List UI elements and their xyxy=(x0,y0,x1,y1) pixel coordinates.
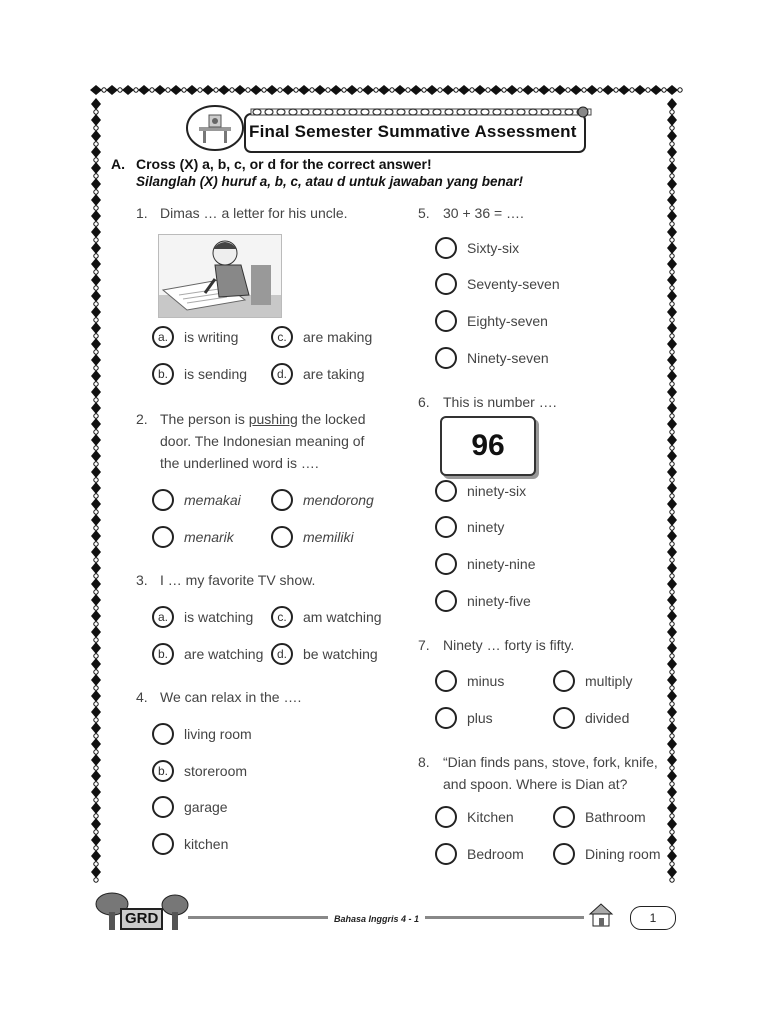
q5-option-b-label: Seventy-seven xyxy=(467,276,560,292)
footer-page-box xyxy=(630,906,676,930)
q4-option-c-marker xyxy=(152,796,174,818)
question-2-text xyxy=(160,408,384,474)
q2-option-a-marker xyxy=(152,489,174,511)
q3-option-d-label: be watching xyxy=(303,646,378,662)
q6-option-b[interactable] xyxy=(435,516,504,538)
q2-option-b-label: menarik xyxy=(184,529,234,545)
q8-option-d-marker xyxy=(553,843,575,865)
q2-line1-pre: The person is xyxy=(160,411,249,427)
q1-option-b-marker: b. xyxy=(152,363,174,385)
q8-option-a-marker xyxy=(435,806,457,828)
q4-option-c-label: garage xyxy=(184,799,228,815)
q7-option-c-label: multiply xyxy=(585,673,633,689)
q8-option-b-label: Bedroom xyxy=(467,846,524,862)
q2-option-b-marker xyxy=(152,526,174,548)
q2-option-d-marker xyxy=(271,526,293,548)
q2-option-b[interactable] xyxy=(152,526,234,548)
instruction-english: Cross (X) a, b, c, or d for the correct answer! xyxy=(136,156,432,172)
q1-option-d-marker: d. xyxy=(271,363,293,385)
q1-option-a[interactable] xyxy=(152,326,238,348)
q7-option-a[interactable] xyxy=(435,670,504,692)
q3-option-a-marker: a. xyxy=(152,606,174,628)
q7-option-c-marker xyxy=(553,670,575,692)
q5-option-a[interactable] xyxy=(435,237,519,259)
q8-option-a[interactable] xyxy=(435,806,514,828)
q8-option-d[interactable] xyxy=(553,843,660,865)
q4-option-b[interactable] xyxy=(152,760,247,782)
number-card-value: 96 xyxy=(471,429,505,462)
q8-option-d-label: Dining room xyxy=(585,846,661,862)
q6-option-a[interactable] xyxy=(435,480,526,502)
boy-writing-illustration xyxy=(158,234,282,318)
q2-underlined-word: pushing xyxy=(248,411,298,427)
question-8-line-1: “Dian finds pans, stove, fork, knife, xyxy=(443,754,658,770)
q2-option-d[interactable] xyxy=(271,526,354,548)
q6-option-c[interactable] xyxy=(435,553,536,575)
q3-option-b-label: are watching xyxy=(184,646,264,662)
q8-option-c[interactable] xyxy=(553,806,646,828)
number-card xyxy=(440,416,536,476)
q5-option-d-label: Ninety-seven xyxy=(467,350,549,366)
q3-option-b[interactable] xyxy=(152,643,263,665)
q3-option-c-marker: c. xyxy=(271,606,293,628)
question-1-number: 1. xyxy=(136,205,148,221)
q8-option-b[interactable] xyxy=(435,843,524,865)
q1-option-a-marker: a. xyxy=(152,326,174,348)
q8-option-c-label: Bathroom xyxy=(585,809,646,825)
q5-option-c-marker xyxy=(435,310,457,332)
tree-icon-2 xyxy=(160,894,190,930)
q4-option-d-label: kitchen xyxy=(184,836,229,852)
question-2-line-2: door. The Indonesian meaning of xyxy=(160,433,365,449)
q5-option-a-marker xyxy=(435,237,457,259)
footer-logo: GRD xyxy=(120,908,163,930)
q6-option-d-label: ninety-five xyxy=(467,593,531,609)
q6-option-d[interactable] xyxy=(435,590,531,612)
q6-option-a-label: ninety-six xyxy=(467,483,527,499)
question-8-line-2: and spoon. Where is Dian at? xyxy=(443,776,628,792)
instruction-indonesian: Silanglah (X) huruf a, b, c, atau d untuk jawaban yang benar! xyxy=(136,174,524,189)
page-title: Final Semester Summative Assessment xyxy=(249,122,577,141)
question-2-line-3: the underlined word is …. xyxy=(160,455,319,471)
q5-option-c[interactable] xyxy=(435,310,548,332)
q2-option-c-marker xyxy=(271,489,293,511)
q2-line1-post: the locked xyxy=(297,411,366,427)
q1-option-a-label: is writing xyxy=(184,329,239,345)
q4-option-d-marker xyxy=(152,833,174,855)
question-2-line-1 xyxy=(160,408,384,430)
question-8-text xyxy=(443,751,658,795)
boy-writing-picture xyxy=(159,235,281,317)
q6-option-a-marker xyxy=(435,480,457,502)
q5-option-b-marker xyxy=(435,273,457,295)
section-letter: A. xyxy=(111,156,125,172)
q1-option-d[interactable] xyxy=(271,363,364,385)
q7-option-b-label: plus xyxy=(467,710,493,726)
q8-option-c-marker xyxy=(553,806,575,828)
question-4-number: 4. xyxy=(136,689,148,705)
q3-option-a-label: is watching xyxy=(184,609,254,625)
q3-option-c-label: am watching xyxy=(303,609,382,625)
q7-option-a-label: minus xyxy=(467,673,505,689)
question-1-text: Dimas … a letter for his uncle. xyxy=(160,205,348,221)
q1-option-b[interactable] xyxy=(152,363,247,385)
q5-option-a-label: Sixty-six xyxy=(467,240,520,256)
q7-option-c[interactable] xyxy=(553,670,632,692)
q3-option-a[interactable] xyxy=(152,606,253,628)
page-number: 1 xyxy=(649,911,657,925)
footer-subject: Bahasa Inggris 4 - 1 xyxy=(328,914,425,924)
q3-option-d-marker: d. xyxy=(271,643,293,665)
q3-option-b-marker: b. xyxy=(152,643,174,665)
q5-option-d-marker xyxy=(435,347,457,369)
q7-option-d-label: divided xyxy=(585,710,630,726)
question-7-text: Ninety … forty is fifty. xyxy=(443,637,575,653)
q4-option-c[interactable] xyxy=(152,796,228,818)
question-4-text: We can relax in the …. xyxy=(160,689,302,705)
q2-option-c[interactable] xyxy=(271,489,374,511)
question-7-number: 7. xyxy=(418,637,430,653)
q8-option-b-marker xyxy=(435,843,457,865)
q6-option-c-label: ninety-nine xyxy=(467,556,536,572)
q2-option-a-label: memakai xyxy=(184,492,241,508)
q1-option-c[interactable] xyxy=(271,326,372,348)
q5-option-d[interactable] xyxy=(435,347,549,369)
q4-option-a-marker xyxy=(152,723,174,745)
q2-option-d-label: memiliki xyxy=(303,529,354,545)
question-6-number: 6. xyxy=(418,394,430,410)
q8-option-a-label: Kitchen xyxy=(467,809,514,825)
q7-option-d-marker xyxy=(553,707,575,729)
q6-option-b-label: ninety xyxy=(467,519,505,535)
q1-option-c-label: are making xyxy=(303,329,373,345)
q1-option-d-label: are taking xyxy=(303,366,365,382)
question-5-text: 30 + 36 = …. xyxy=(443,205,524,221)
question-5-number: 5. xyxy=(418,205,430,221)
question-8-number: 8. xyxy=(418,754,430,770)
q7-option-b-marker xyxy=(435,707,457,729)
desk-icon xyxy=(195,111,235,145)
q4-option-a-label: living room xyxy=(184,726,252,742)
header-banner xyxy=(185,104,593,154)
q6-option-b-marker xyxy=(435,516,457,538)
q4-option-a[interactable] xyxy=(152,723,252,745)
q5-option-c-label: Eighty-seven xyxy=(467,313,548,329)
q4-option-d[interactable] xyxy=(152,833,228,855)
question-6-text: This is number …. xyxy=(443,394,557,410)
q7-option-b[interactable] xyxy=(435,707,493,729)
q3-option-d[interactable] xyxy=(271,643,378,665)
house-icon xyxy=(586,900,616,930)
question-2-number: 2. xyxy=(136,411,148,427)
q2-option-c-label: mendorong xyxy=(303,492,374,508)
q4-option-b-label: storeroom xyxy=(184,763,248,779)
question-3-text: I … my favorite TV show. xyxy=(160,572,316,588)
q3-option-c[interactable] xyxy=(271,606,382,628)
q5-option-b[interactable] xyxy=(435,273,560,295)
q1-option-b-label: is sending xyxy=(184,366,248,382)
footer xyxy=(92,892,682,932)
q7-option-a-marker xyxy=(435,670,457,692)
q6-option-d-marker xyxy=(435,590,457,612)
q1-option-c-marker: c. xyxy=(271,326,293,348)
q2-option-a[interactable] xyxy=(152,489,241,511)
q7-option-d[interactable] xyxy=(553,707,629,729)
q4-option-b-marker: b. xyxy=(152,760,174,782)
question-3-number: 3. xyxy=(136,572,148,588)
q6-option-c-marker xyxy=(435,553,457,575)
